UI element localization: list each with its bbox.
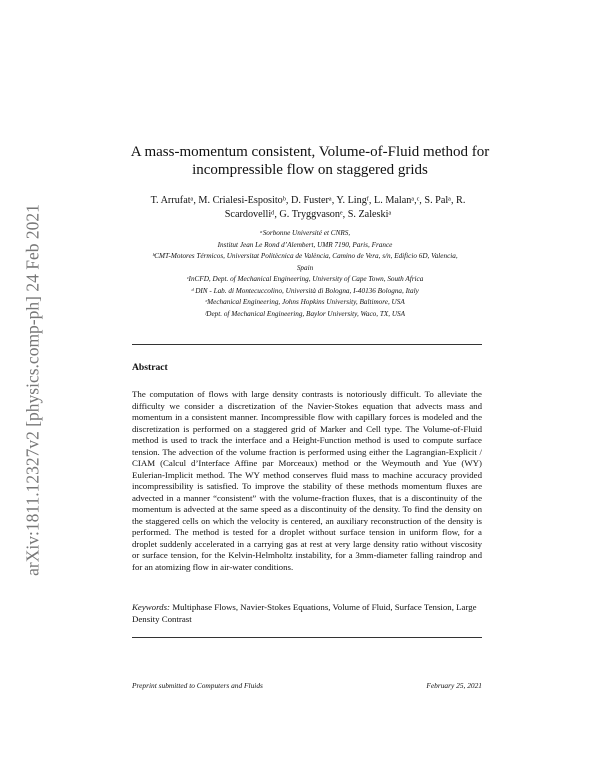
- title-line-1: A mass-momentum consistent, Volume-of-Fluid method for: [130, 144, 490, 160]
- affiliation-line: Institut Jean Le Rond d’Alembert, UMR 7190, Paris, France: [217, 240, 393, 249]
- title-line-2: incompressible flow on staggered grids: [192, 162, 428, 178]
- arxiv-sidebar-stamp: [18, 180, 48, 600]
- keywords-label: Keywords:: [132, 602, 170, 612]
- abstract-text: The computation of flows with large density contrasts is notoriously difficult. To alleviate the difficulty we consider a discretization of the Navier-Stokes equation that advects mass and momentum in a consistent manner. Incompressible flow with capillary forces is modeled and the discretization is performed on a staggered grid of Marker and Cell type. The Volume-of-Fluid method is used to track the interface and a Height-Function method is used to compute surface tension. The advection of the volume fraction is performed using either the Lagrangian-Explicit / CIAM (Calcul d’Interface Affine par Morceaux) method or the Weymouth and Yue (WY) Eulerian-Implicit method. The WY method conserves fluid mass to machine accuracy provided incompressibility is satisfied. To improve the stability of these methods momentum fluxes are advected in a manner “consistent” with the volume-fraction fluxes, that is a discontinuity of the momentum is advected at the same speed as a discontinuity of the density. To find the density on the staggered cells on which the velocity is centered, an auxiliary reconstruction of the density is performed. The method is tested for a droplet without surface tension in uniform flow, for a droplet suddenly accelerated in a carrying gas at rest at very large density ratio without viscosity or surface tension, for the Kelvin-Helmholtz instability, for a 3mm-diameter falling raindrop and for an atomizing flow in air-water conditions.: [132, 389, 482, 572]
- affiliation-line: Spain: [296, 263, 314, 272]
- footer-date: February 25, 2021: [426, 681, 482, 690]
- authors-line-2: Scardovelliᵈ, G. Tryggvasonᵉ, S. Zaleskiᵃ: [224, 209, 392, 220]
- bottom-divider: [132, 637, 482, 638]
- keywords-text: Multiphase Flows, Navier-Stokes Equations, Volume of Fluid, Surface Tension, Large Density Contrast: [132, 602, 477, 624]
- affiliation-line: ᶠDept. of Mechanical Engineering, Baylor University, Waco, TX, USA: [205, 309, 405, 318]
- affiliation-line: ᶜInCFD, Dept. of Mechanical Engineering, University of Cape Town, South Africa: [186, 275, 424, 283]
- affiliation-line: ᵈ DIN - Lab. di Montecuccolino, Università di Bologna, I-40136 Bologna, Italy: [191, 286, 419, 295]
- preprint-note: Preprint submitted to Computers and Fluids: [132, 681, 263, 690]
- affiliation-line: ᵇCMT-Motores Térmicos, Universitat Politècnica de València, Camino de Vera, s/n, Edificio 6D, Valencia,: [152, 252, 458, 260]
- arxiv-id-text: arXiv:1811.12327v2 [physics.comp-ph] 24 Feb 2021: [22, 204, 43, 576]
- affiliation-line: ᵉMechanical Engineering, Johns Hopkins University, Baltimore, USA: [205, 298, 405, 306]
- affiliations: [130, 228, 480, 320]
- paper-title: [110, 143, 510, 179]
- author-list: [128, 194, 488, 222]
- affiliation-line: ᵃSorbonne Université et CNRS,: [259, 229, 351, 237]
- top-divider: [132, 344, 482, 345]
- abstract-heading: Abstract: [132, 362, 168, 373]
- keywords: [132, 602, 482, 625]
- authors-line-1: T. Arrufatᵃ, M. Crialesi-Espositoᵇ, D. Fusterᵃ, Y. Lingᶠ, L. Malanᵃ,ᶜ, S. Palᵃ, R.: [150, 195, 466, 206]
